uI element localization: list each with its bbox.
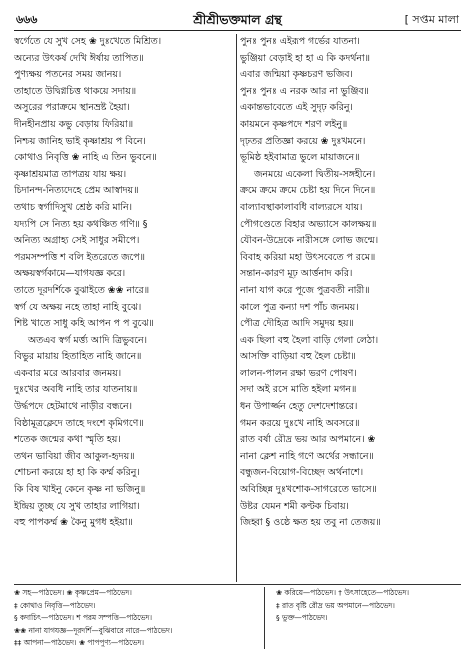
verse-line: অনিত্য অগ্রাহ্য সেই সাধুর সমীপে। <box>14 235 140 247</box>
verse-line: চিদানন্দ-নিত্যদেহে প্রেম আস্বাদয়॥ <box>14 185 139 197</box>
page-header <box>14 10 461 31</box>
verse-line: অবিচ্ছিন্ন দুঃখশোক-সাগরেতে ভাসে॥ <box>240 484 377 496</box>
verse-line: কোথাও নিবৃত্তি ❀ নাহি এ তিন ভুবনে॥ <box>14 152 157 164</box>
footnotes-left <box>14 587 265 649</box>
verse-line: দুঃখের অবধি নাহি তার যাতনায়॥ <box>14 384 138 396</box>
verse-line: অতএব স্বর্গ মর্ত্ত্য আদি ত্রিভুবনে। <box>28 334 147 346</box>
verse-line: যৌবন-উদ্রেকে নারীসঙ্গে লোভ জন্মে। <box>240 235 379 247</box>
verse-line: যদ্যপি সে নিত্য হয় কথঞ্চিত গণি॥ § <box>14 218 148 230</box>
verse-line: উষ্টর যেমন শমী কণ্টক চিবায়। <box>240 500 349 512</box>
verse-line: এবার জন্মিয়া কৃষ্ণচরণ ভজিব। <box>240 69 353 81</box>
left-column <box>14 34 235 582</box>
footnote-line: ❀❀ নানা যাগযজ্ঞ—দূরদর্শি—বুঝিবারে নারে—পাঠভেদ। <box>14 625 173 635</box>
footnote-line: ❀ করিয়ে—পাঠভেদ। † উৎসাহেতে—পাঠভেদ। <box>276 588 410 597</box>
book-title: শ্রীশ্রীভক্তমাল গ্রন্থ <box>193 12 282 27</box>
verse-line: দৃঢ়তর প্রতিজ্ঞা করয়ে ❀ দুঃখমনে। <box>240 135 366 147</box>
verse-line: তাহাতে উদ্বিগ্নচিত্ত থাকয়ে সদায়॥ <box>14 85 137 97</box>
verse-line: গমন করয়ে দুঃখে নাহি অবসরে॥ <box>240 417 360 429</box>
verse-line: পুণ্যক্ষয় পতনের সময় জানয়। <box>14 69 122 81</box>
verse-line: ভূমিষ্ঠ হইবামাত্র ভুলে মায়াজনে॥ <box>240 152 360 164</box>
verse-line: শতেক জন্মের কথা স্মৃতি হয়। <box>14 434 121 446</box>
verse-line: জনময়ে একেলা দ্বিতীয়-সঙ্গহীনে। <box>254 168 376 180</box>
verse-line: অক্ষয়স্বর্গকামে—যাগযজ্ঞ করে। <box>14 268 126 280</box>
footnote-line: ❀ সহ—পাঠভেদ। ❀ কৃষ্ণপ্রেম—পাঠভেদ। <box>14 588 132 597</box>
verse-line: পরমসম্পত্তি শ বলি ইতরেতে জপে॥ <box>14 251 145 263</box>
section-label: [ সপ্তম মালা <box>404 13 459 26</box>
footnote-line: ‡ কোথাও নিবৃত্তি—পাঠভেদ। <box>14 600 96 610</box>
verse-line: উর্দ্ধপদে হেটমাথে নাড়ীর বন্ধনে। <box>14 401 132 413</box>
verse-line: বাল্যাবস্থাকালাবধি বাল্যরসে যায়। <box>240 201 363 213</box>
verse-line: দীনহীনপ্রায় কভু বেড়ায় ফিরিয়া॥ <box>14 118 134 130</box>
verse-line: পুনঃ পুনঃ এ নরক আর না ভুঞ্জিব॥ <box>240 85 369 97</box>
verse-line: পৌগণ্ডেতে বিহার অভ্যাসে কালক্ষয়॥ <box>240 218 377 230</box>
footnote-line: § কদাচিৎ—পাঠভেদ। শ পরম সম্পত্তি—পাঠভেদ। <box>14 613 152 622</box>
footnote-line: § ভুক্ত—পাঠভেদ। <box>276 613 328 622</box>
verse-body <box>14 34 461 582</box>
verse-line: কি বিষ খাইনু কেনে কৃষ্ণ না ভজিনু॥ <box>14 484 146 496</box>
verse-line: শোচনা করয়ে হা হা কি কর্ম্ম করিনু। <box>14 467 140 479</box>
right-column <box>240 34 461 582</box>
verse-line: একান্তভাবেতে এই সুদৃঢ় করিনু। <box>240 102 353 114</box>
verse-line: ভুঞ্জিয়া বেড়াই হা হা এ কি কদর্থনা॥ <box>240 52 370 64</box>
verse-line: বিষ্ঠামূত্রক্লেদে তাহে দংশে কৃমিগণে॥ <box>14 417 144 429</box>
verse-line: ক্রমে ক্রমে ক্রমে চেষ্টা হয় দিনে দিনে॥ <box>240 185 376 197</box>
verse-line: লালন-পালন রক্ষা ভরণ পোষণ। <box>240 367 357 379</box>
verse-line: রাত বর্ষা রৌদ্র ভয় আর অপমানে। ❀ <box>240 434 376 446</box>
verse-line: বিবাহ করিয়া মহা উৎসবেতে প রমে॥ <box>240 251 376 263</box>
verse-line: অন্যের উৎকর্ষ দেখি ঈর্ষায় তাপিত॥ <box>14 52 144 64</box>
verse-line: বহু পাপকর্ম্ম ❀ কৈনু মুগধ হইয়া॥ <box>14 517 133 529</box>
verse-line: নানা ক্লেশ নাহি গণে অর্থের সন্ধানে॥ <box>240 450 374 462</box>
footnote-rule <box>14 584 461 585</box>
footnote-line: ‡‡ আপনা—পাঠভেদ। ❀ পাপপুণ্য—পাঠভেদ। <box>14 638 144 647</box>
verse-line: বন্ধুজন-বিয়োগ-বিচ্ছেদ অর্থনাশে। <box>240 467 364 479</box>
verse-line: তথন ভাবিয়া জীব আকুল-হৃদয়॥ <box>14 450 135 462</box>
verse-line: নিশ্চয় জানিহ ভাই কৃষ্ণাশ্রয় প বিনে। <box>14 135 146 147</box>
verse-line: সদা অই রসে মাতি হইলা মগন॥ <box>240 384 357 396</box>
verse-line: সন্তান-কারণ মূঢ় আর্ত্তনাদ করি। <box>240 268 353 280</box>
verse-line: পুনঃ পুনঃ এইরূপ গর্ভের যাতনা। <box>240 36 360 47</box>
verse-line: বিভুর মায়ায় হিতাহিত নাহি জানে॥ <box>14 351 142 363</box>
verse-line: তথাচ স্বর্গাদিসুখ শ্রেষ্ঠ করি মানি। <box>14 201 133 213</box>
verse-line: ধন উপার্জ্জন হেতু দেশদেশান্তরে। <box>240 401 358 413</box>
verse-line: শিষ্ট খাতে সাধু কহি আপন প প বুঝে॥ <box>14 318 154 330</box>
column-divider <box>236 34 237 582</box>
page-number: ৬৬৬ <box>16 13 38 26</box>
footnote-line: ‡ রাত বৃষ্টি রৌদ্র ভয় অপমানে—পাঠভেদ। <box>276 600 395 610</box>
verse-line: কালে পুত্র কন্যা দশ পাঁচ জনময়। <box>240 301 359 313</box>
verse-line: একবার মরে আরবার জনময়। <box>14 367 122 379</box>
verse-line: স্বর্গেতে যে সুখ সেহ ❀ দুঃখেতে মিশ্রিত। <box>14 36 162 47</box>
verse-line: কৃষ্ণাশ্রয়মাত্র তাপত্রয় যায় ক্ষয়। <box>14 168 127 180</box>
footnotes-right <box>276 587 461 649</box>
verse-line: জিহ্বা § ওষ্ঠে ক্ষত হয় তবু না তেজয়॥ <box>240 517 381 529</box>
verse-line: কায়মনে কৃষ্ণপদে শরণ লইনু॥ <box>240 118 348 130</box>
verse-line: অসুরের পরাক্রমে স্থানভ্রষ্ট হৈয়া। <box>14 102 130 114</box>
verse-line: আসক্তি বাড়িয়া বহু হৈল চেষ্টা॥ <box>240 351 356 363</box>
verse-line: স্বর্গ যে অক্ষয় নহে তাহা নাহি বুঝে। <box>14 301 142 313</box>
verse-line: ইন্দ্রিয় তুচ্ছ যে সুখ তাহার লাগিয়া। <box>14 500 140 512</box>
verse-line: নানা যাগ করে পূজে পুত্রবতী নারী॥ <box>240 284 370 296</box>
verse-line: পৌত্র দৌহিত্র আদি সমুদয় হয়॥ <box>240 318 354 330</box>
verse-line: এক ছিলা বহু হৈলা বাড়ি গেলা লেঠা। <box>240 334 379 346</box>
footnotes <box>14 587 461 649</box>
verse-line: তাতে দূরদর্শিকে বুঝাইতে ❀❀ নারে॥ <box>14 284 149 296</box>
